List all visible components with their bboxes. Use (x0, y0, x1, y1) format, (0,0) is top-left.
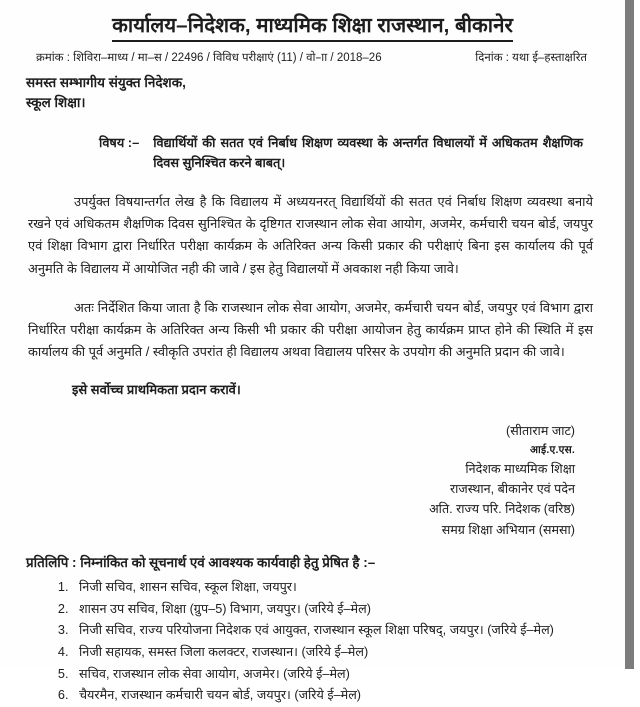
copy-to-list (26, 577, 599, 705)
copy-to-heading: प्रतिलिपि : निम्नांकित को सूचनार्थ एवं आवश्यक कार्यवाही हेतु प्रेषित है :– (26, 555, 376, 571)
list-item: 5. सचिव, राजस्थान लोक सेवा आयोग, अजमेर। (जरिये ई–मेल) (72, 664, 599, 685)
list-item: 3. निजी सचिव, राज्य परियोजना निदेशक एवं आयुक्त, राजस्थान स्कूल शिक्षा परिषद्, जयपुर। (जरिये ई–मेल) (72, 620, 599, 641)
scan-outer-margin (634, 0, 640, 669)
list-item: 2. शासन उप सचिव, शिक्षा (ग्रुप–5) विभाग, जयपुर। (जरिये ई–मेल) (72, 599, 599, 620)
subject-label: विषय :– (99, 134, 140, 150)
signatory-designation-4: समग्र शिक्षा अभियान (समसा) (441, 522, 575, 537)
body-paragraph-1: उपर्युक्त विषयान्तर्गत लेख है कि विद्यालय में अध्ययनरत् विद्यार्थियों की सतत एवं निर्बाध शिक्षण व्यवस्था बनाये रखने एवं अधिकतम शैक्षणिक दिवस सुनिश्चित के दृष्टिगत राजस्थान लोक सेवा आयोग, अजमेर, कर्मचारी चयन बोर्ड, जयपुर एवं शिक्षा विभाग द्वारा निर्धारित परीक्षा कार्यक्रम के अतिरिक्त अन्य किसी प्रकार की परीक्षाएं बिना इस कार्यालय की पूर्व अनुमति के विद्यालय में आयोजित नही की जावे / इस हेतु विद्यालयों में अवकाश नही किया जावे। (28, 194, 593, 276)
subject-block (26, 133, 599, 174)
addressee-line-2: स्कूल शिक्षा। (26, 95, 86, 111)
addressee-block (26, 73, 599, 114)
priority-statement: इसे सर्वोच्च प्राथमिकता प्रदान करावें। (72, 382, 241, 398)
page-title: कार्यालय–निदेशक, माध्यमिक शिक्षा राजस्थान, बीकानेर (112, 14, 513, 42)
reference-number: क्रमांक : शिविरा–माध्य / मा–स / 22496 / विविध परीक्षाएं (11) / वो–ाा / 2018–26 (36, 51, 382, 64)
signature-block (26, 421, 599, 540)
signatory-service: आई.ए.एस. (530, 443, 575, 456)
list-item: 1. निजी सचिव, शासन सचिव, स्कूल शिक्षा, जयपुर। (72, 577, 599, 598)
body-paragraph-2: अतः निर्देशित किया जाता है कि राजस्थान लोक सेवा आयोग, अजमेर, कर्मचारी चयन बोर्ड, जयपुर एवं विभाग द्वारा निर्धारित परीक्षा कार्यक्रम के अतिरिक्त अन्य किसी भी प्रकार की परीक्षा आयोजन हेतु कार्यक्रम प्राप्त होने की स्थिति में इस कार्यालय की पूर्व अनुमति / स्वीकृति उपरांत ही विद्यालय अथवा विद्यालय परिसर के उपयोग की अनुमति प्रदान की जावे। (28, 299, 593, 360)
document-date: दिनांक : यथा ई–हस्ताक्षरित (475, 51, 587, 64)
signatory-designation-3: अति. राज्य परि. निदेशक (वरिष्ठ) (429, 502, 575, 517)
subject-text: विद्यार्थियों की सतत एवं निर्बाध शिक्षण व्यवस्था के अन्तर्गत विधालयों में अधिकतम शैक्षणिक दिवस सुनिश्चित करने बाबत्। (153, 134, 583, 171)
signatory-name: (सीताराम जाट) (506, 424, 575, 439)
document-header (26, 14, 599, 42)
list-item: 4. निजी सहायक, समस्त जिला कलक्टर, राजस्थान। (जरिये ई–मेल) (72, 642, 599, 663)
scan-gutter-shadow (625, 0, 634, 669)
addressee-line-1: समस्त सम्भागीय संयुक्त निदेशक, (26, 75, 186, 91)
signatory-designation-2: राजस्थान, बीकानेर एवं पदेन (449, 481, 575, 496)
signatory-designation-1: निदेशक माध्यमिक शिक्षा (465, 461, 575, 476)
reference-date-row (26, 51, 599, 67)
list-item: 6. चैयरमैन, राजस्थान कर्मचारी चयन बोर्ड, जयपुर। (जरिये ई–मेल) (72, 685, 599, 706)
